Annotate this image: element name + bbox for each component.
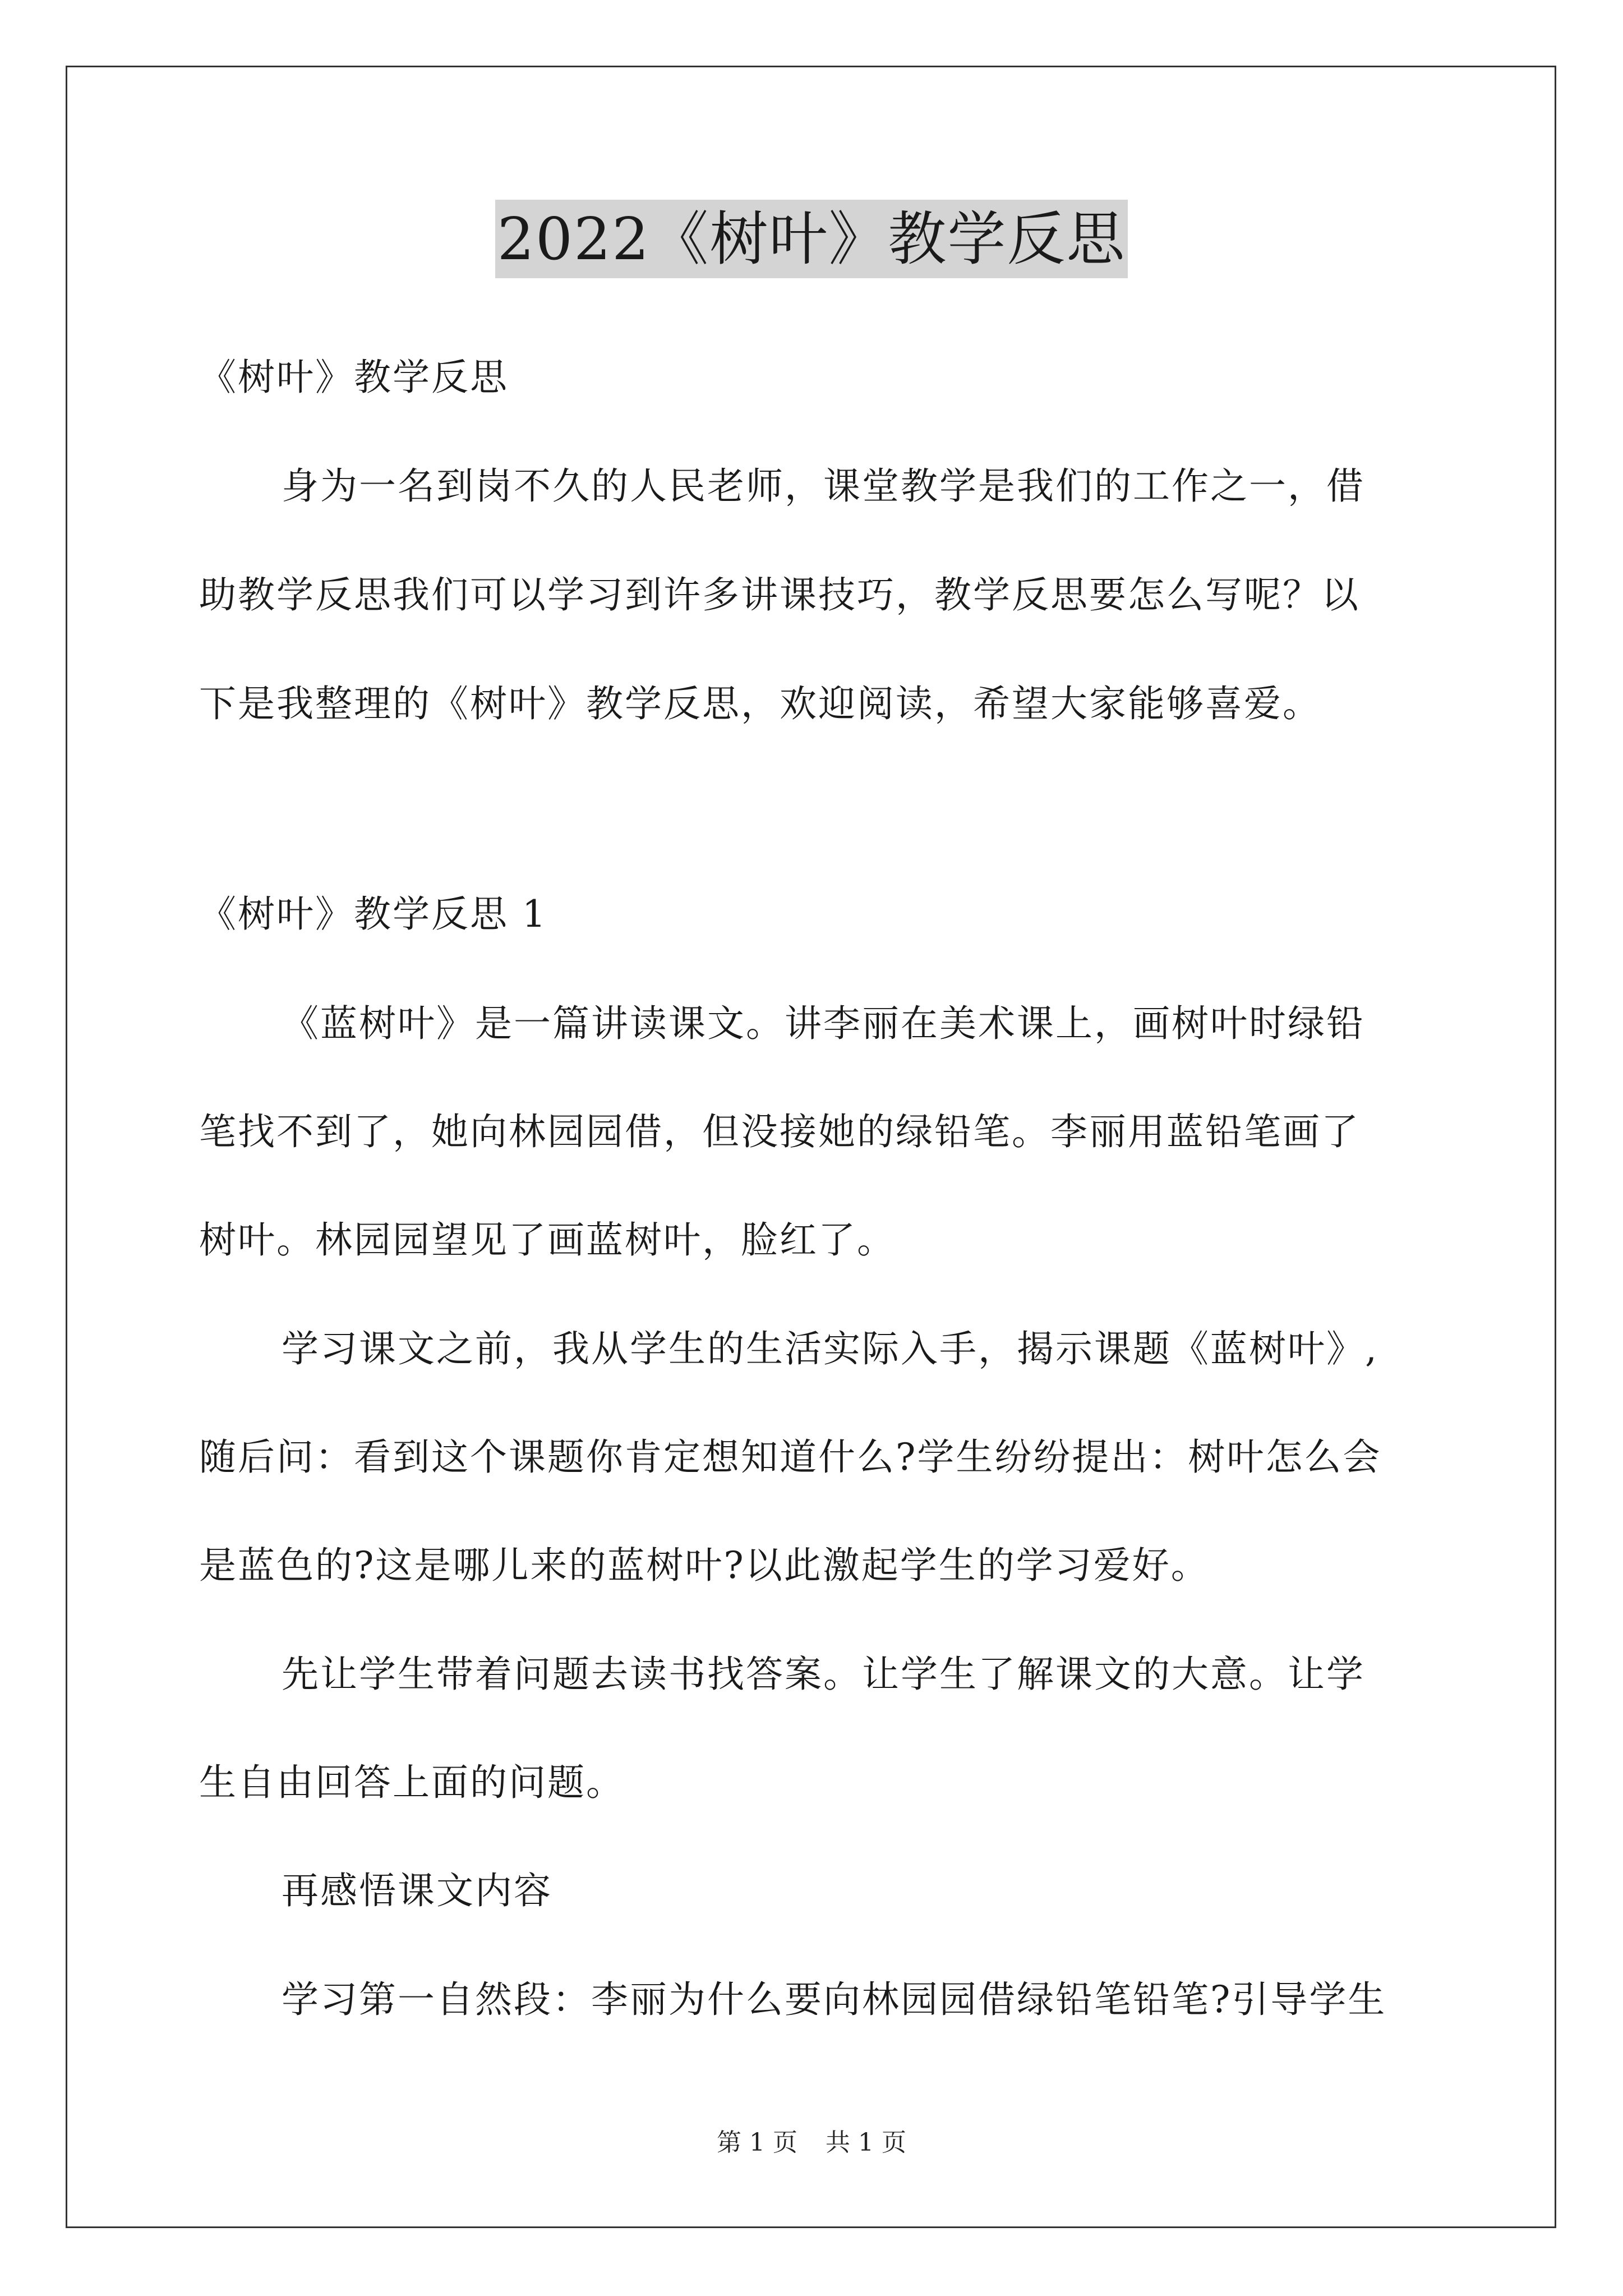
para3-line-1: 先让学生带着问题去读书找答案。让学生了解课文的大意。让学 (282, 1653, 1365, 1696)
para4-line: 再感悟课文内容 (282, 1869, 552, 1912)
document-subtitle: 《树叶》教学反思 (199, 356, 509, 399)
page-footer (0, 2126, 1623, 2160)
para2-line-2: 随后问：看到这个课题你肯定想知道什么?学生纷纷提出：树叶怎么会 (199, 1435, 1382, 1479)
document-title (0, 200, 1623, 278)
document-title-text: 2022《树叶》教学反思 (495, 200, 1128, 278)
intro-line-1: 身为一名到岗不久的人民老师，课堂教学是我们的工作之一，借 (282, 464, 1365, 508)
para1-line-3: 树叶。林园园望见了画蓝树叶，脸红了。 (199, 1218, 896, 1262)
para1-line-2: 笔找不到了，她向林园园借，但没接她的绿铅笔。李丽用蓝铅笔画了 (199, 1110, 1360, 1153)
para2-line-1: 学习课文之前，我从学生的生活实际入手，揭示课题《蓝树叶》, (282, 1327, 1378, 1370)
para3-line-2: 生自由回答上面的问题。 (199, 1761, 625, 1804)
page-total: 共 1 页 (826, 2128, 906, 2157)
page-number: 第 1 页 (717, 2128, 797, 2157)
section-heading: 《树叶》教学反思 1 (199, 892, 547, 936)
intro-line-3: 下是我整理的《树叶》教学反思，欢迎阅读，希望大家能够喜爱。 (199, 682, 1321, 725)
para2-line-3: 是蓝色的?这是哪儿来的蓝树叶?以此激起学生的学习爱好。 (199, 1544, 1210, 1587)
para5-line: 学习第一自然段：李丽为什么要向林园园借绿铅笔铅笔?引导学生 (282, 1978, 1387, 2021)
intro-line-2: 助教学反思我们可以学习到许多讲课技巧，教学反思要怎么写呢？以 (199, 573, 1360, 616)
para1-line-1: 《蓝树叶》是一篇讲读课文。讲李丽在美术课上，画树叶时绿铅 (282, 1002, 1365, 1045)
